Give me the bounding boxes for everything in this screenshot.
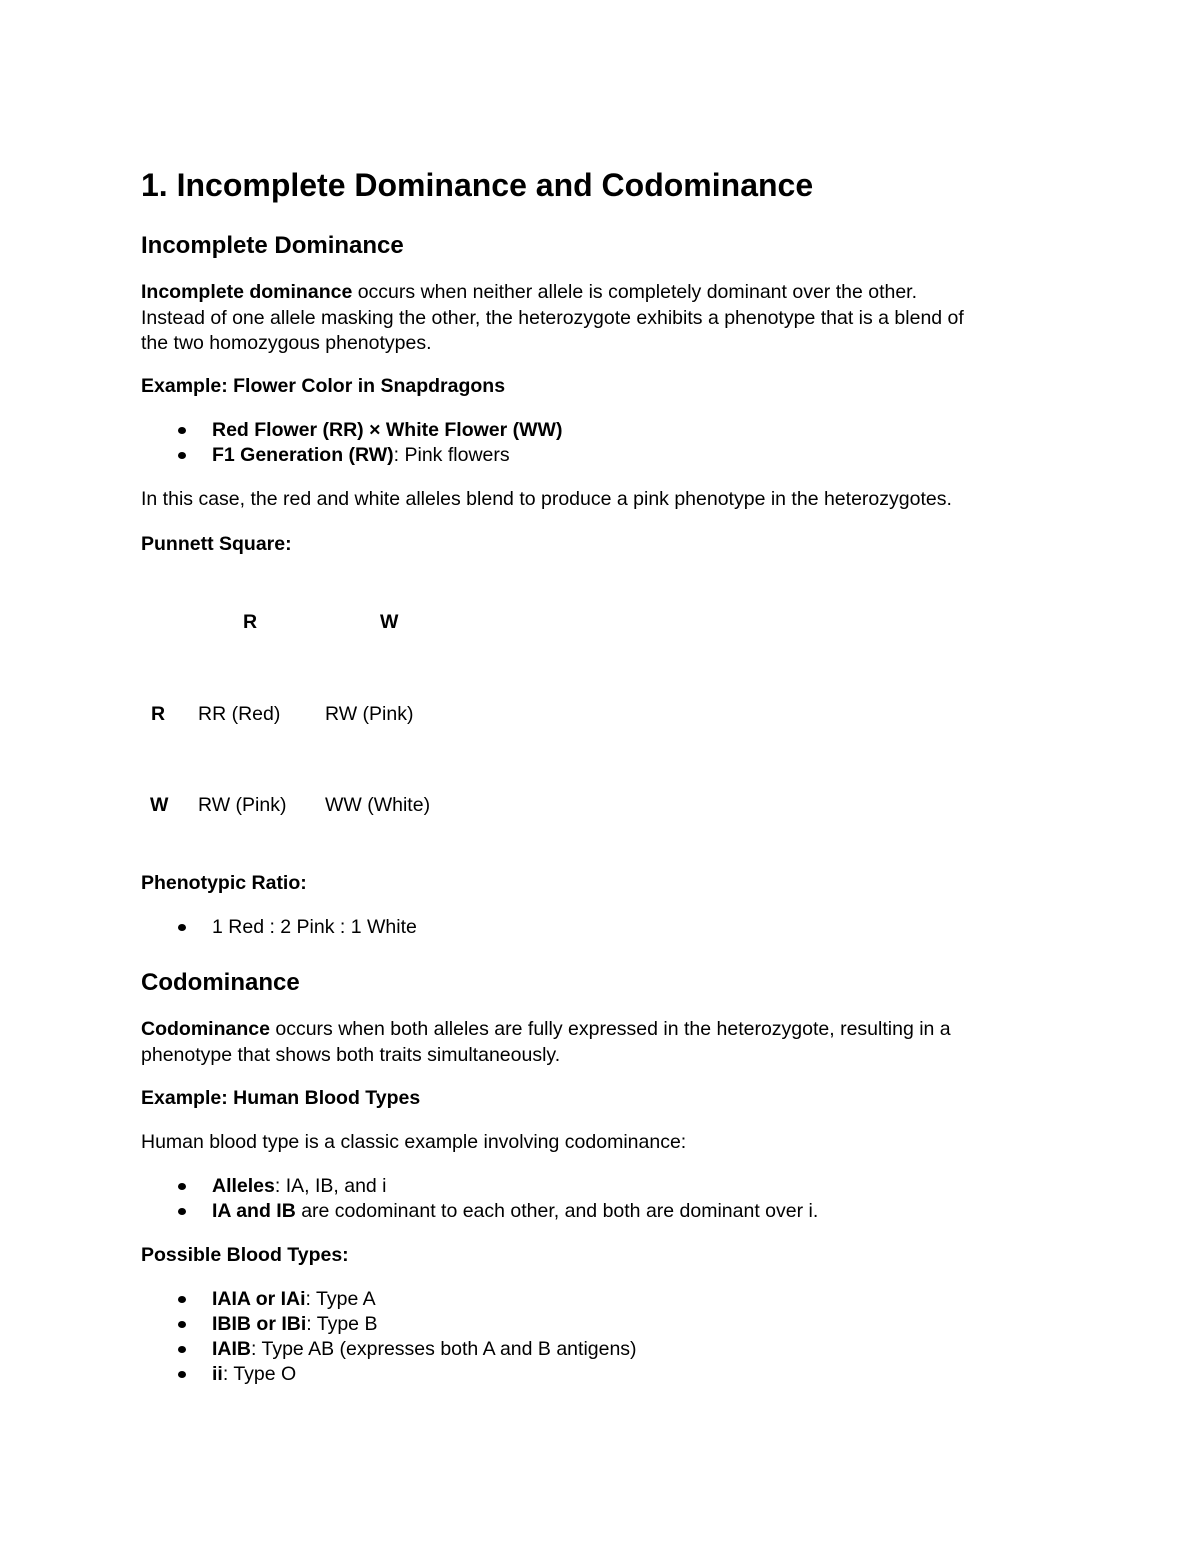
punnett-row-header: R: [151, 703, 166, 725]
list-item: [141, 1199, 818, 1224]
bullet-icon: [178, 1183, 186, 1190]
bullet-bold: Alleles: [212, 1175, 275, 1197]
list-item: [141, 1312, 637, 1337]
definition-text: occurs when both alleles are fully expressed in the heterozygote, resulting in a: [269, 1018, 951, 1040]
bullet-icon: [178, 1296, 186, 1303]
bullet-bold: IBIB or IBi: [212, 1313, 307, 1335]
punnett-cell: RR (Red): [198, 703, 281, 725]
bullet-icon: [178, 1346, 186, 1353]
blood-types-label: Possible Blood Types:: [141, 1244, 349, 1266]
punnett-cell: RW (Pink): [325, 703, 414, 725]
ratio-label: Phenotypic Ratio:: [141, 872, 307, 894]
explanation-text: In this case, the red and white alleles blend to produce a pink phenotype in the heterozygotes.: [141, 488, 952, 510]
bullet-text: : Type AB (expresses both A and B antigens): [251, 1338, 637, 1360]
term-codominance: Codominance: [141, 1018, 270, 1040]
punnett-col-header: W: [380, 611, 399, 633]
punnett-row-header: W: [150, 794, 169, 816]
bullet-bold: ii: [212, 1363, 223, 1385]
bullet-bold: IAIA or IAi: [212, 1288, 306, 1310]
punnett-square: [0, 0, 600, 900]
bullet-text: : Type B: [306, 1313, 378, 1335]
punnett-col-header: R: [243, 611, 258, 633]
list-item: [141, 1337, 637, 1362]
bullet-text: : Type O: [222, 1363, 297, 1385]
example-label: Example: Flower Color in Snapdragons: [141, 375, 506, 397]
bullet-icon: [178, 1371, 186, 1378]
codominance-definition: [141, 1017, 1071, 1068]
bullet-icon: [178, 1208, 186, 1215]
bullet-bold: Red Flower (RR) × White Flower (WW): [212, 419, 563, 441]
bullet-bold: IA and IB: [212, 1200, 296, 1222]
definition-text: phenotype that shows both traits simultaneously.: [141, 1043, 561, 1066]
example-label: Example: Human Blood Types: [141, 1087, 421, 1109]
alleles-bullet-list: [0, 1174, 818, 1224]
page-title: 1. Incomplete Dominance and Codominance: [141, 167, 814, 203]
list-item: [141, 915, 417, 940]
list-item: [141, 1287, 637, 1312]
bullet-icon: [178, 924, 186, 931]
list-item: [141, 1174, 818, 1199]
punnett-label: Punnett Square:: [141, 533, 292, 555]
bullet-icon: [178, 1321, 186, 1328]
list-item: [141, 1362, 637, 1387]
punnett-cell: WW (White): [325, 794, 431, 816]
bullet-text: : Pink flowers: [393, 444, 510, 466]
bullet-text: : IA, IB, and i: [274, 1175, 387, 1197]
definition-text: Instead of one allele masking the other, the heterozygote exhibits a phenotype that is a blend of: [141, 306, 964, 329]
bullet-bold: F1 Generation (RW): [212, 444, 394, 466]
blood-types-list: [0, 1287, 637, 1387]
section-heading-incomplete: Incomplete Dominance: [141, 232, 404, 259]
bullet-text: : Type A: [305, 1288, 376, 1310]
term-incomplete-dominance: Incomplete dominance: [141, 281, 353, 303]
punnett-cell: RW (Pink): [198, 794, 287, 816]
bullet-text: are codominant to each other, and both are dominant over i.: [295, 1200, 819, 1222]
definition-text: occurs when neither allele is completely dominant over the other.: [352, 281, 918, 303]
bullet-bold: IAIB: [212, 1338, 251, 1360]
intro-text: Human blood type is a classic example involving codominance:: [141, 1131, 687, 1153]
section-heading-codominance: Codominance: [141, 969, 300, 996]
bullet-text: 1 Red : 2 Pink : 1 White: [212, 916, 417, 938]
definition-text: the two homozygous phenotypes.: [141, 332, 432, 354]
ratio-bullet-list: [0, 915, 417, 940]
